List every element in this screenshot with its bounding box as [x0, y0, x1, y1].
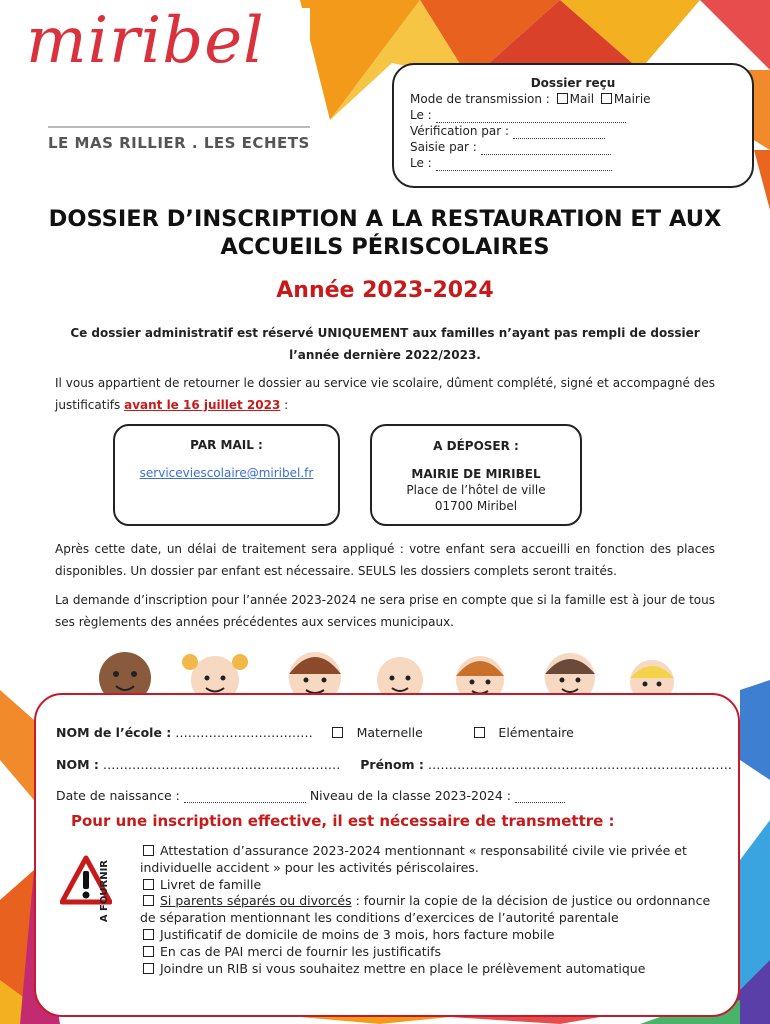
- children-illustration: [80, 640, 680, 700]
- document-title: [30, 205, 740, 261]
- deposit-place: MAIRIE DE MIRIBEL: [411, 467, 541, 481]
- checkbox-icon[interactable]: [601, 93, 612, 104]
- received-date-field[interactable]: [436, 111, 626, 123]
- list-item-text: Justificatif de domicile de moins de 3 mois, hors facture mobile: [159, 926, 555, 942]
- mode-mairie-label: Mairie: [613, 92, 651, 106]
- list-item: [140, 893, 720, 927]
- saisie-field[interactable]: [481, 143, 611, 155]
- mode-mail-label: Mail: [569, 92, 595, 106]
- list-item: [140, 944, 720, 961]
- dossier-recu-title: Dossier reçu: [530, 76, 616, 90]
- saisie-label: Saisie par :: [410, 140, 477, 154]
- elementaire-label: Elémentaire: [498, 725, 574, 740]
- entry-date-field[interactable]: [436, 159, 612, 171]
- mail-card: [113, 424, 340, 526]
- processing-delay-paragraph: Après cette date, un délai de traitement sera appliqué : votre enfant sera accueilli en fonction des places disponibles. Un dossier par enfant est nécessaire. SEULS les dossiers complets seront traités.: [55, 542, 715, 578]
- class-level-field[interactable]: [515, 791, 565, 803]
- deposit-card: [370, 424, 582, 526]
- saisie-row: [410, 139, 736, 155]
- deposit-address-line-1: Place de l’hôtel de ville: [406, 483, 546, 497]
- reserved-notice-line-2: l’année dernière 2022/2023.: [289, 348, 481, 362]
- checkbox-icon[interactable]: [143, 895, 154, 906]
- verification-row: [410, 123, 736, 139]
- registration-form: [34, 693, 740, 1017]
- required-documents-heading: Pour une inscription effective, il est nécessaire de transmettre :: [71, 812, 615, 830]
- title-line-1: DOSSIER D’INSCRIPTION A LA RESTAURATION ET AUX: [48, 206, 722, 232]
- received-date-row: [410, 107, 736, 123]
- mail-card-title: PAR MAIL :: [190, 438, 263, 452]
- maternelle-label: Maternelle: [356, 725, 423, 740]
- return-instructions-text: Il vous appartient de retourner le dossier au service vie scolaire, dûment complété, signé et accompagné des justificatifs: [55, 376, 715, 412]
- checkbox-icon[interactable]: [557, 93, 568, 104]
- miribel-logo: [18, 4, 310, 166]
- list-item-text: En cas de PAI merci de fournir les justificatifs: [159, 943, 442, 959]
- birth-date-label: Date de naissance :: [56, 788, 180, 803]
- transmission-mode-row: [410, 91, 736, 107]
- list-item: [140, 877, 720, 894]
- school-row: [56, 725, 574, 740]
- checkbox-icon[interactable]: [143, 963, 154, 974]
- entry-date-label: Le :: [410, 156, 432, 170]
- transmission-mode-label: Mode de transmission :: [410, 92, 550, 106]
- list-item: [140, 843, 720, 877]
- verification-label: Vérification par :: [410, 124, 509, 138]
- received-date-label: Le :: [410, 108, 432, 122]
- school-name-label: NOM de l’école :: [56, 725, 172, 740]
- checkbox-icon[interactable]: [143, 946, 154, 957]
- reserved-notice: [55, 322, 715, 366]
- deposit-address-line-2: 01700 Miribel: [434, 499, 518, 513]
- class-level-label: Niveau de la classe 2023-2024 :: [309, 788, 512, 803]
- name-row: [56, 757, 732, 772]
- deadline-colon: :: [280, 398, 289, 412]
- deadline-text: avant le 16 juillet 2023: [124, 398, 281, 412]
- checkbox-icon[interactable]: [474, 727, 485, 738]
- deposit-card-title: A DÉPOSER :: [433, 439, 519, 453]
- checkbox-icon[interactable]: [143, 845, 154, 856]
- list-item-text: Joindre un RIB si vous souhaitez mettre en place le prélèvement automatique: [159, 960, 646, 976]
- first-name-label: Prénom :: [360, 757, 424, 772]
- last-name-field[interactable]: …………………………………………………: [102, 757, 341, 772]
- list-item-emphasis: Si parents séparés ou divorcés: [159, 893, 352, 909]
- birth-level-row: [56, 788, 565, 803]
- school-year: Année 2023-2024: [276, 278, 494, 303]
- email-link[interactable]: serviceviescolaire@miribel.fr: [139, 466, 314, 480]
- list-item: [140, 961, 720, 978]
- birth-date-field[interactable]: [184, 791, 306, 803]
- checkbox-icon[interactable]: [332, 727, 343, 738]
- payment-condition-paragraph: La demande d’inscription pour l’année 2023-2024 ne sera prise en compte que si la famille est à jour de tous ses règlements des années précédentes aux services municipaux.: [55, 593, 715, 629]
- title-line-2: ACCUEILS PÉRISCOLAIRES: [220, 234, 550, 260]
- entry-date-row: [410, 155, 736, 171]
- school-name-field[interactable]: ……………………………: [175, 725, 313, 740]
- return-instructions: [55, 372, 715, 416]
- a-fournir-label: A FOURNIR: [99, 860, 110, 923]
- first-name-field[interactable]: ……………………………………………………………….: [427, 757, 732, 772]
- checkbox-icon[interactable]: [143, 879, 154, 890]
- dossier-recu-box: [392, 63, 754, 188]
- required-documents-list: [140, 843, 720, 977]
- list-item-text: Livret de famille: [159, 876, 262, 892]
- logo-wordmark: miribel: [26, 4, 265, 78]
- checkbox-icon[interactable]: [143, 929, 154, 940]
- verification-field[interactable]: [513, 127, 605, 139]
- list-item-text: : fournir la copie de la décision de justice ou ordonnance de séparation mentionnant les conditions d’exercices de l’autorité parentale: [140, 893, 711, 926]
- logo-tagline: LE MAS RILLIER . LES ECHETS: [48, 126, 310, 152]
- reserved-notice-line-1: Ce dossier administratif est réservé UNIQUEMENT aux familles n’ayant pas rempli de dossier: [70, 326, 700, 340]
- last-name-label: NOM :: [56, 757, 99, 772]
- list-item: [140, 927, 720, 944]
- list-item-text: Attestation d’assurance 2023-2024 mentionnant « responsabilité civile vie privée et individuelle accident » pour les activités périscolaires.: [140, 843, 687, 875]
